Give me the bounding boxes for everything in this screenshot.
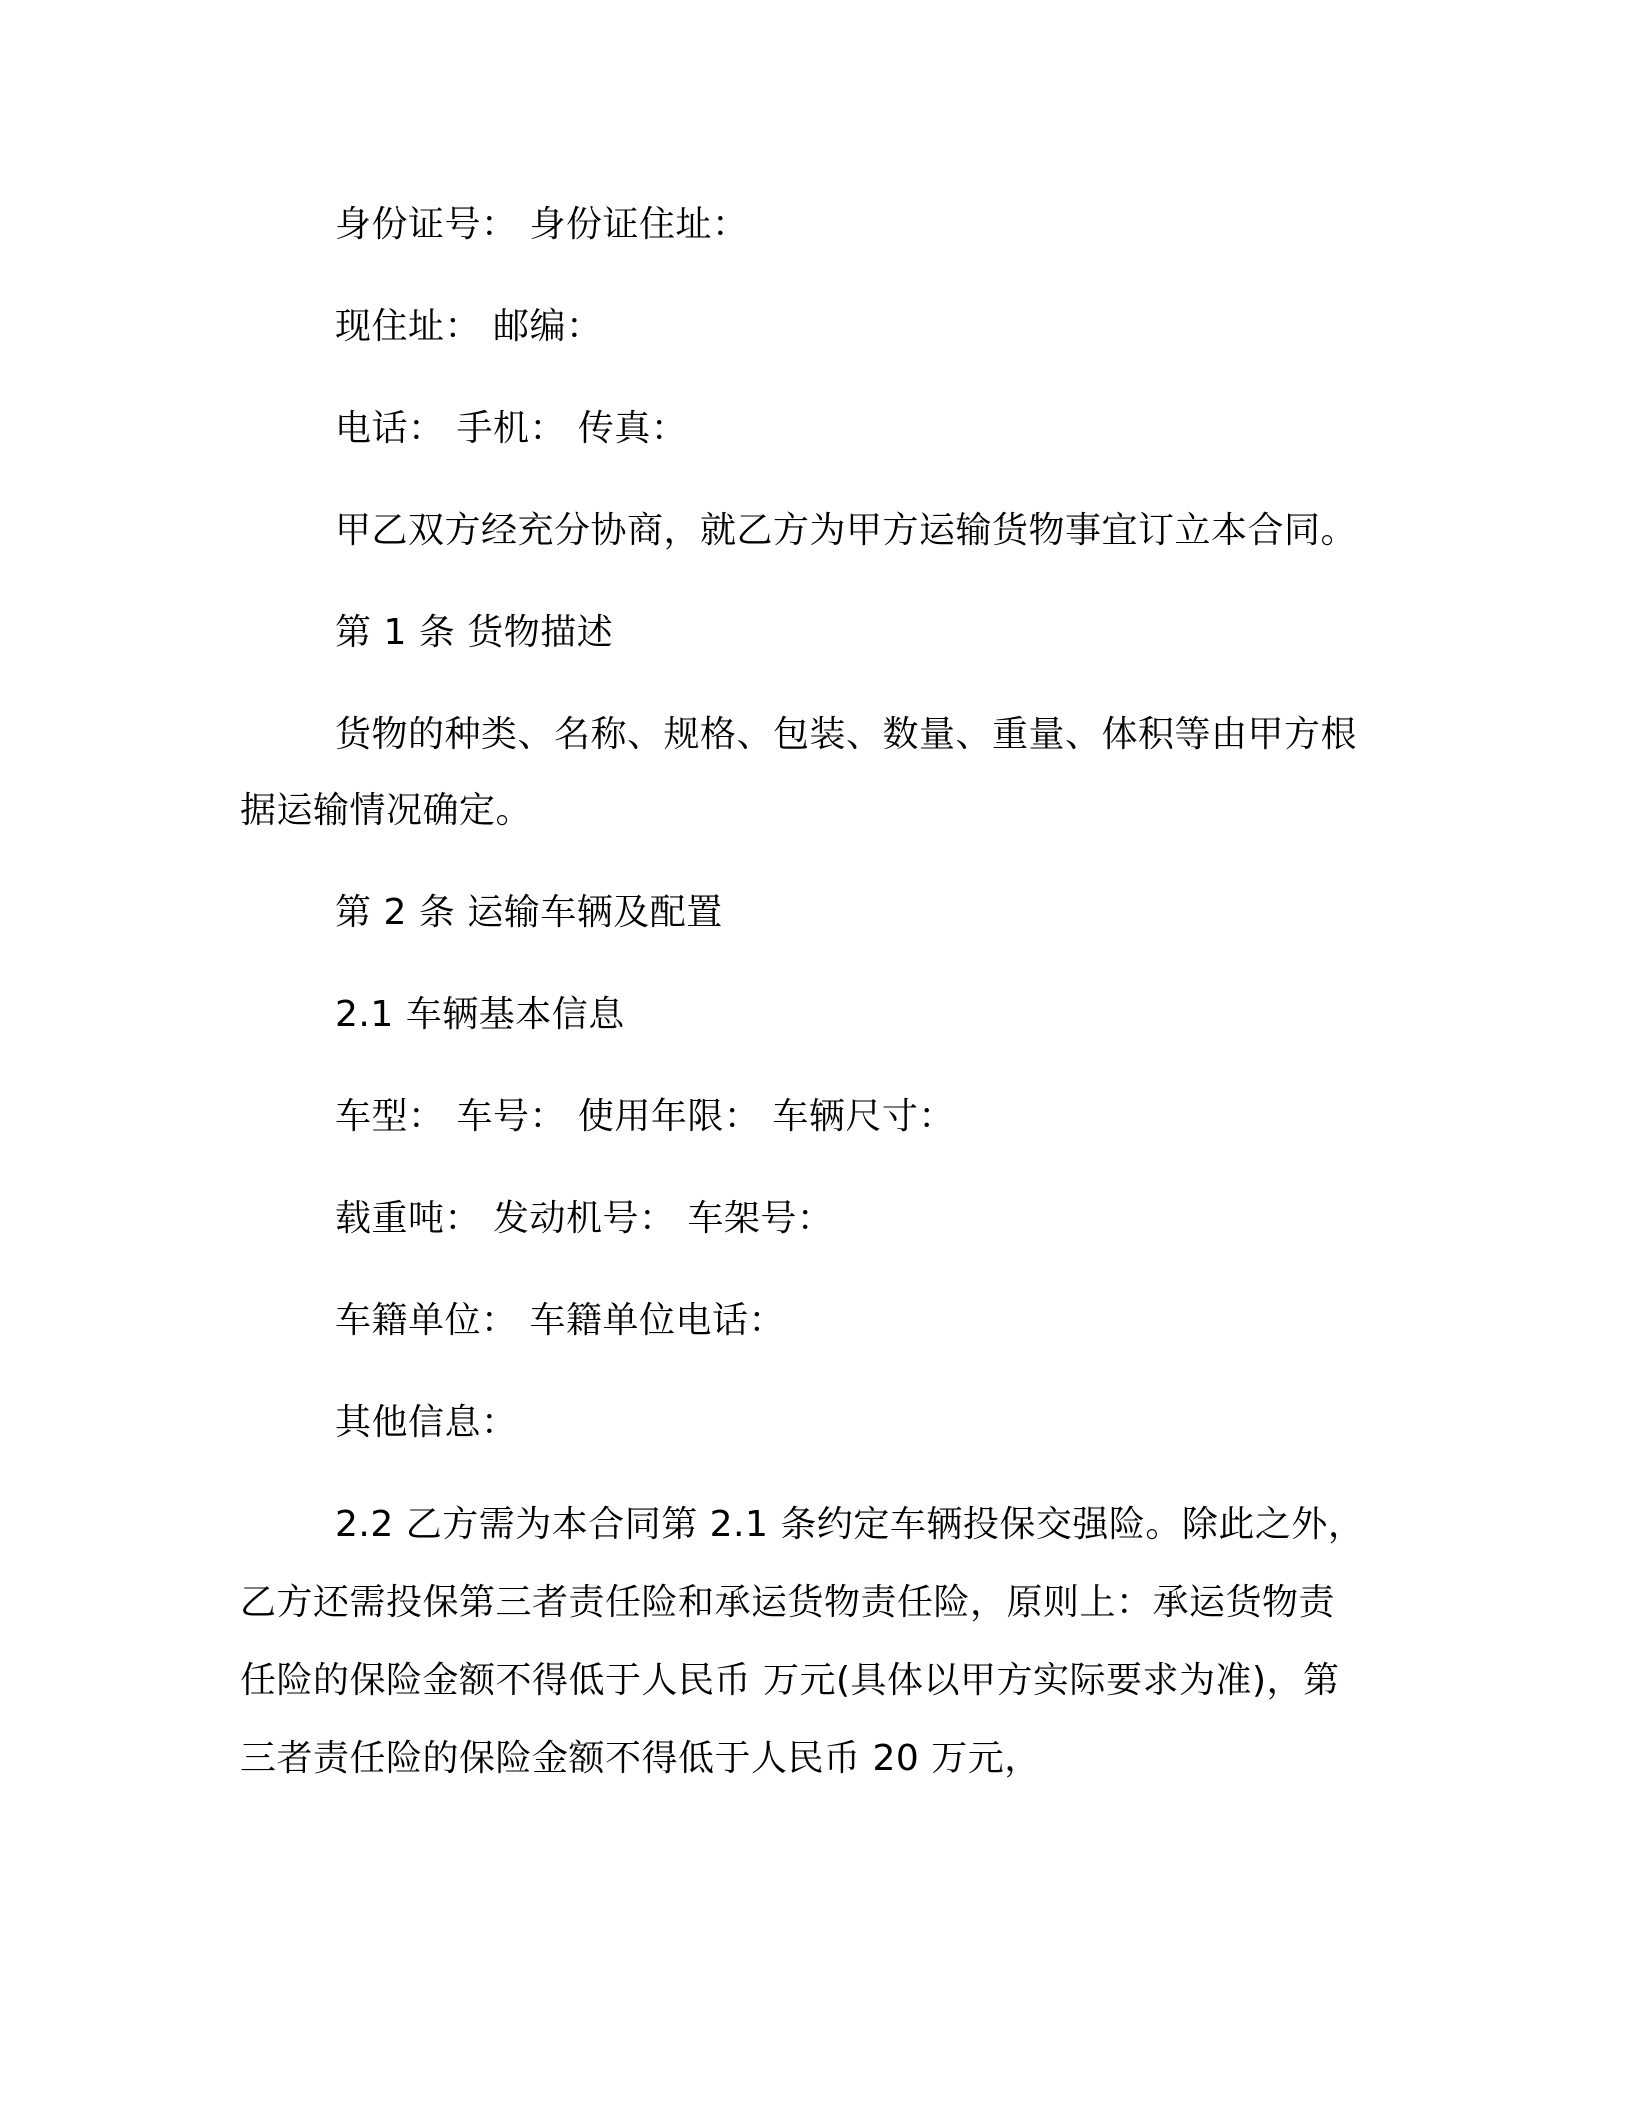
vehicle-info-line-4: 其他信息： [335, 1402, 518, 1443]
article-1-body-line-2: 据运输情况确定。 [240, 790, 533, 831]
document-body [240, 186, 1380, 1798]
section-2-1-title: 2.1 车辆基本信息 [335, 994, 625, 1035]
intro-paragraph: 甲乙双方经充分协商，就乙方为甲方运输货物事宜订立本合同。 [335, 510, 1358, 551]
section-2-2-line-2: 乙方还需投保第三者责任险和承运货物责任险，原则上：承运货物责 [240, 1582, 1336, 1623]
vehicle-info-line-2: 载重吨： 发动机号： 车架号： [335, 1198, 834, 1239]
section-2-2-line-3: 任险的保险金额不得低于人民币 万元(具体以甲方实际要求为准)，第 [240, 1660, 1340, 1701]
article-1-body-line-1: 货物的种类、名称、规格、包装、数量、重量、体积等由甲方根 [335, 714, 1358, 755]
id-info-line: 身份证号： 身份证住址： [335, 204, 749, 245]
article-2-title: 第 2 条 运输车辆及配置 [335, 892, 723, 933]
section-2-2-line-1: 2.2 乙方需为本合同第 2.1 条约定车辆投保交强险。除此之外， [335, 1504, 1365, 1545]
phone-line: 电话： 手机： 传真： [335, 408, 688, 449]
vehicle-info-line-3: 车籍单位： 车籍单位电话： [335, 1300, 785, 1341]
vehicle-info-line-1: 车型： 车号： 使用年限： 车辆尺寸： [335, 1096, 955, 1137]
article-1-title: 第 1 条 货物描述 [335, 612, 614, 653]
current-address-line: 现住址： 邮编： [335, 306, 603, 347]
section-2-2-line-4: 三者责任险的保险金额不得低于人民币 20 万元， [240, 1738, 1041, 1779]
